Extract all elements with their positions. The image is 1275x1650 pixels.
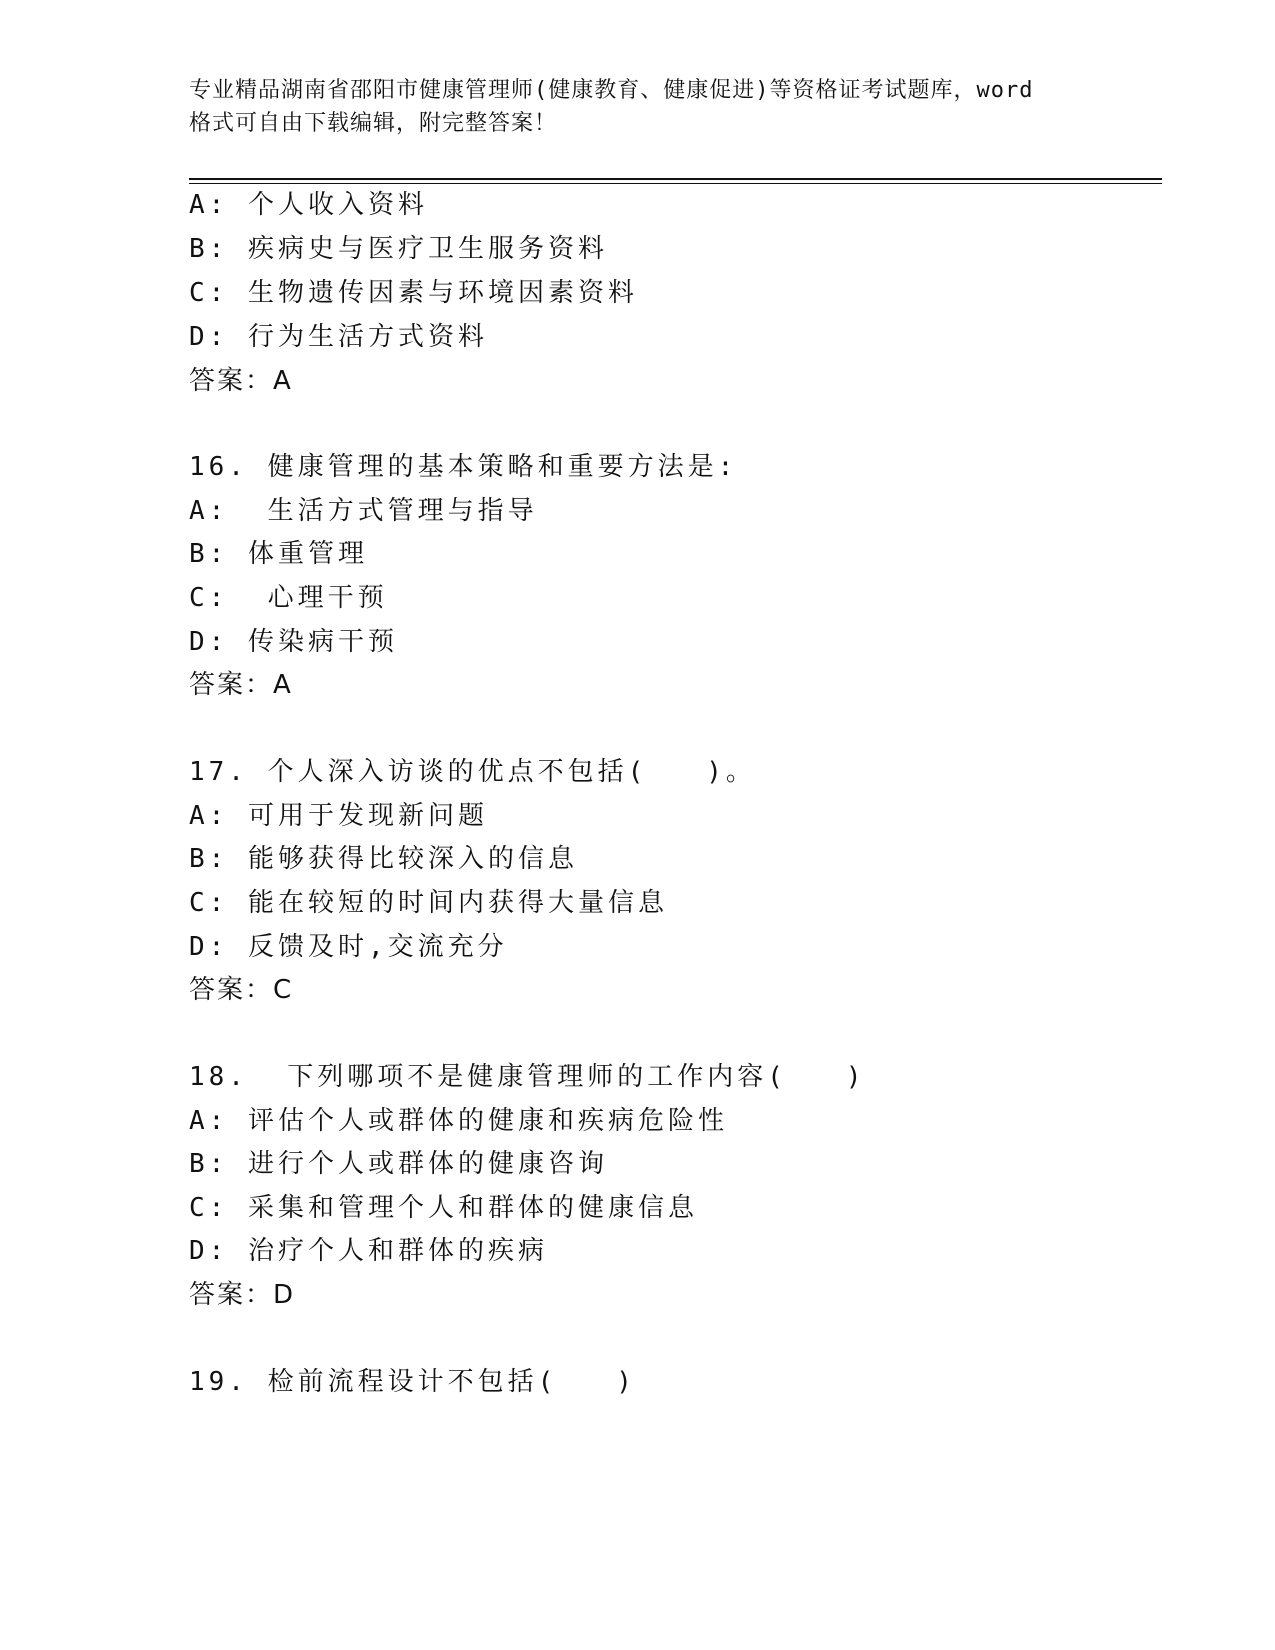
q17-option-c: C: 能在较短的时间内获得大量信息 bbox=[189, 888, 668, 918]
q18-option-b: B: 进行个人或群体的健康咨询 bbox=[189, 1149, 608, 1179]
header-rule-thick bbox=[189, 178, 1162, 180]
q18-stem: 18. 下列哪项不是健康管理师的工作内容( ) bbox=[189, 1062, 866, 1092]
q15-option-c: C: 生物遗传因素与环境因素资料 bbox=[189, 278, 638, 308]
q16-option-a: A: 生活方式管理与指导 bbox=[189, 496, 538, 526]
q15-answer: 答案：A bbox=[189, 366, 293, 396]
q17-answer: 答案：C bbox=[189, 975, 294, 1005]
q15-option-d: D: 行为生活方式资料 bbox=[189, 322, 488, 352]
q18-option-c: C: 采集和管理个人和群体的健康信息 bbox=[189, 1193, 698, 1223]
q17-stem: 17. 个人深入访谈的优点不包括( )。 bbox=[189, 757, 756, 787]
header-line-1: 专业精品湖南省邵阳市健康管理师(健康教育、健康促进)等资格证考试题库，word bbox=[189, 78, 1034, 103]
header-rule-thin bbox=[189, 183, 1162, 184]
q17-option-d: D: 反馈及时,交流充分 bbox=[189, 932, 508, 962]
q19-stem: 19. 检前流程设计不包括( ) bbox=[189, 1367, 636, 1397]
q16-option-c: C: 心理干预 bbox=[189, 583, 388, 613]
document-header bbox=[189, 74, 1089, 140]
q17-option-a: A: 可用于发现新问题 bbox=[189, 801, 488, 831]
q15-option-a: A: 个人收入资料 bbox=[189, 190, 428, 220]
q16-option-d: D: 传染病干预 bbox=[189, 627, 398, 657]
q16-option-b: B: 体重管理 bbox=[189, 539, 368, 569]
q16-stem: 16. 健康管理的基本策略和重要方法是: bbox=[189, 452, 738, 482]
q15-option-b: B: 疾病史与医疗卫生服务资料 bbox=[189, 234, 608, 264]
q16-answer: 答案：A bbox=[189, 670, 293, 700]
q18-answer: 答案：D bbox=[189, 1280, 296, 1310]
q18-option-d: D: 治疗个人和群体的疾病 bbox=[189, 1236, 548, 1266]
q17-option-b: B: 能够获得比较深入的信息 bbox=[189, 844, 578, 874]
header-line-2: 格式可自由下载编辑，附完整答案！ bbox=[189, 111, 558, 136]
q18-option-a: A: 评估个人或群体的健康和疾病危险性 bbox=[189, 1106, 728, 1136]
